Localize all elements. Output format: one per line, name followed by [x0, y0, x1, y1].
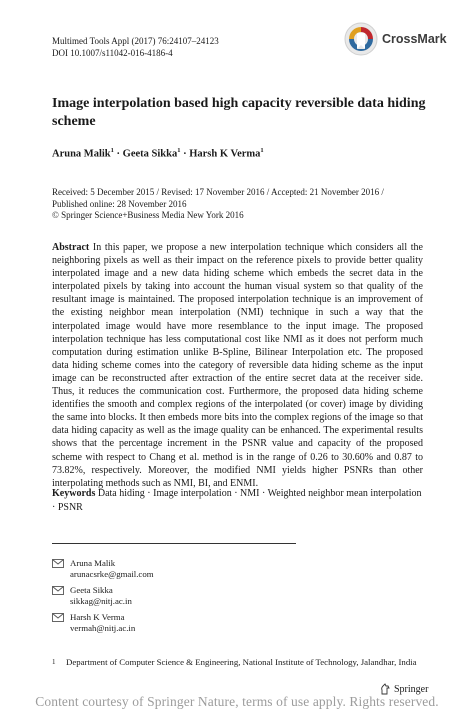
crossmark-icon: [344, 22, 378, 56]
envelope-icon: [52, 586, 64, 595]
history-dates: Received: 5 December 2015 / Revised: 17 November 2016 / Accepted: 21 November 2016 /: [52, 187, 384, 197]
contact-email[interactable]: arunacsrke@gmail.com: [70, 569, 154, 579]
footnote-divider: [52, 543, 296, 544]
envelope-icon: [52, 559, 64, 568]
article-history: [52, 187, 384, 222]
envelope-icon: [52, 613, 64, 622]
author-name[interactable]: Geeta Sikka: [122, 148, 178, 160]
contact-entry: [52, 612, 135, 634]
abstract: [52, 241, 423, 490]
journal-info: [52, 35, 219, 59]
affiliation-number: 1: [52, 658, 56, 666]
contact-entry: [52, 558, 154, 580]
affiliation-text: Department of Computer Science & Engineering, National Institute of Technology, Jalandhar, India: [66, 657, 417, 667]
author-affiliation-ref: 1: [260, 147, 264, 154]
crossmark-label: CrossMark: [382, 32, 447, 46]
abstract-text: In this paper, we propose a new interpolation technique which considers all the neighboring pixels as well as their impact on the reference pixels to provide better quality interpolated image and a new data hiding scheme which embeds the secret data in the interpolated pixels by taking into account the human visual system so that quality of the resultant image is maintained. The proposed interpolation technique is an improvement of the existing neighbor mean interpolation (NMI) technique in such a way that the interpolated image would have more resemblance to the input image. The proposed interpolation technique has less computational cost like NMI as it does not perform much computation during estimation unlike B-Spline, Bilinear Interpolation etc. The proposed data hiding scheme comes into the category of reversible data hiding scheme as the input image can be reconstructed after extraction of the entire secret data at the receiver side. Thus, it reduces the communication cost. Furthermore, the proposed data hiding scheme identifies the smooth and complex regions of the interpolated (or cover) image by dividing the same into blocks. It then embeds more bits into the complex regions of the image so that data hiding capacity as well as the image quality can be enhanced. The experimental results shows that the percentage increment in the PSNR value and capacity of the proposed scheme with respect to Chang et al. method is in the range of 0.26 to 30.60% and 0.87 to 73.82%, respectively. Moreover, the modified NMI yields higher PSNRs than other interpolating methods such as NMI, BI, and ENMI.: [52, 242, 423, 489]
contact-email[interactable]: sikkag@nitj.ac.in: [70, 596, 132, 606]
paper-title: Image interpolation based high capacity reversible data hiding scheme: [52, 96, 426, 129]
contact-name: Aruna Malik: [70, 558, 116, 568]
springer-label: Springer: [394, 683, 429, 695]
published-date: Published online: 28 November 2016: [52, 198, 187, 209]
keywords-label: Keywords: [52, 488, 96, 499]
copyright-footer: Content courtesy of Springer Nature, terms of use apply. Rights reserved.: [35, 694, 439, 709]
author-name[interactable]: Aruna Malik: [52, 148, 111, 160]
keywords-text: Data hiding · Image interpolation · NMI · Weighted neighbor mean interpolation · PSNR: [52, 488, 422, 513]
crossmark-badge[interactable]: [344, 22, 462, 56]
doi: DOI 10.1007/s11042-016-4186-4: [52, 48, 173, 58]
journal-citation: Multimed Tools Appl (2017) 76:24107–24123: [52, 36, 219, 46]
affiliation: [52, 657, 432, 668]
keywords: [52, 487, 423, 514]
contact-email[interactable]: vermah@nitj.ac.in: [70, 623, 136, 633]
abstract-label: Abstract: [52, 242, 90, 253]
copyright: © Springer Science+Business Media New York 2016: [52, 210, 244, 220]
author-separator: ·: [116, 148, 123, 160]
author-name[interactable]: Harsh K Verma: [189, 148, 261, 160]
contact-name: Harsh K Verma: [70, 612, 125, 622]
contact-entry: [52, 585, 132, 607]
author-affiliation-ref: 1: [177, 147, 181, 154]
author-list: [52, 147, 264, 160]
author-separator: ·: [183, 148, 190, 160]
contact-name: Geeta Sikka: [70, 585, 113, 595]
author-affiliation-ref: 1: [110, 147, 114, 154]
